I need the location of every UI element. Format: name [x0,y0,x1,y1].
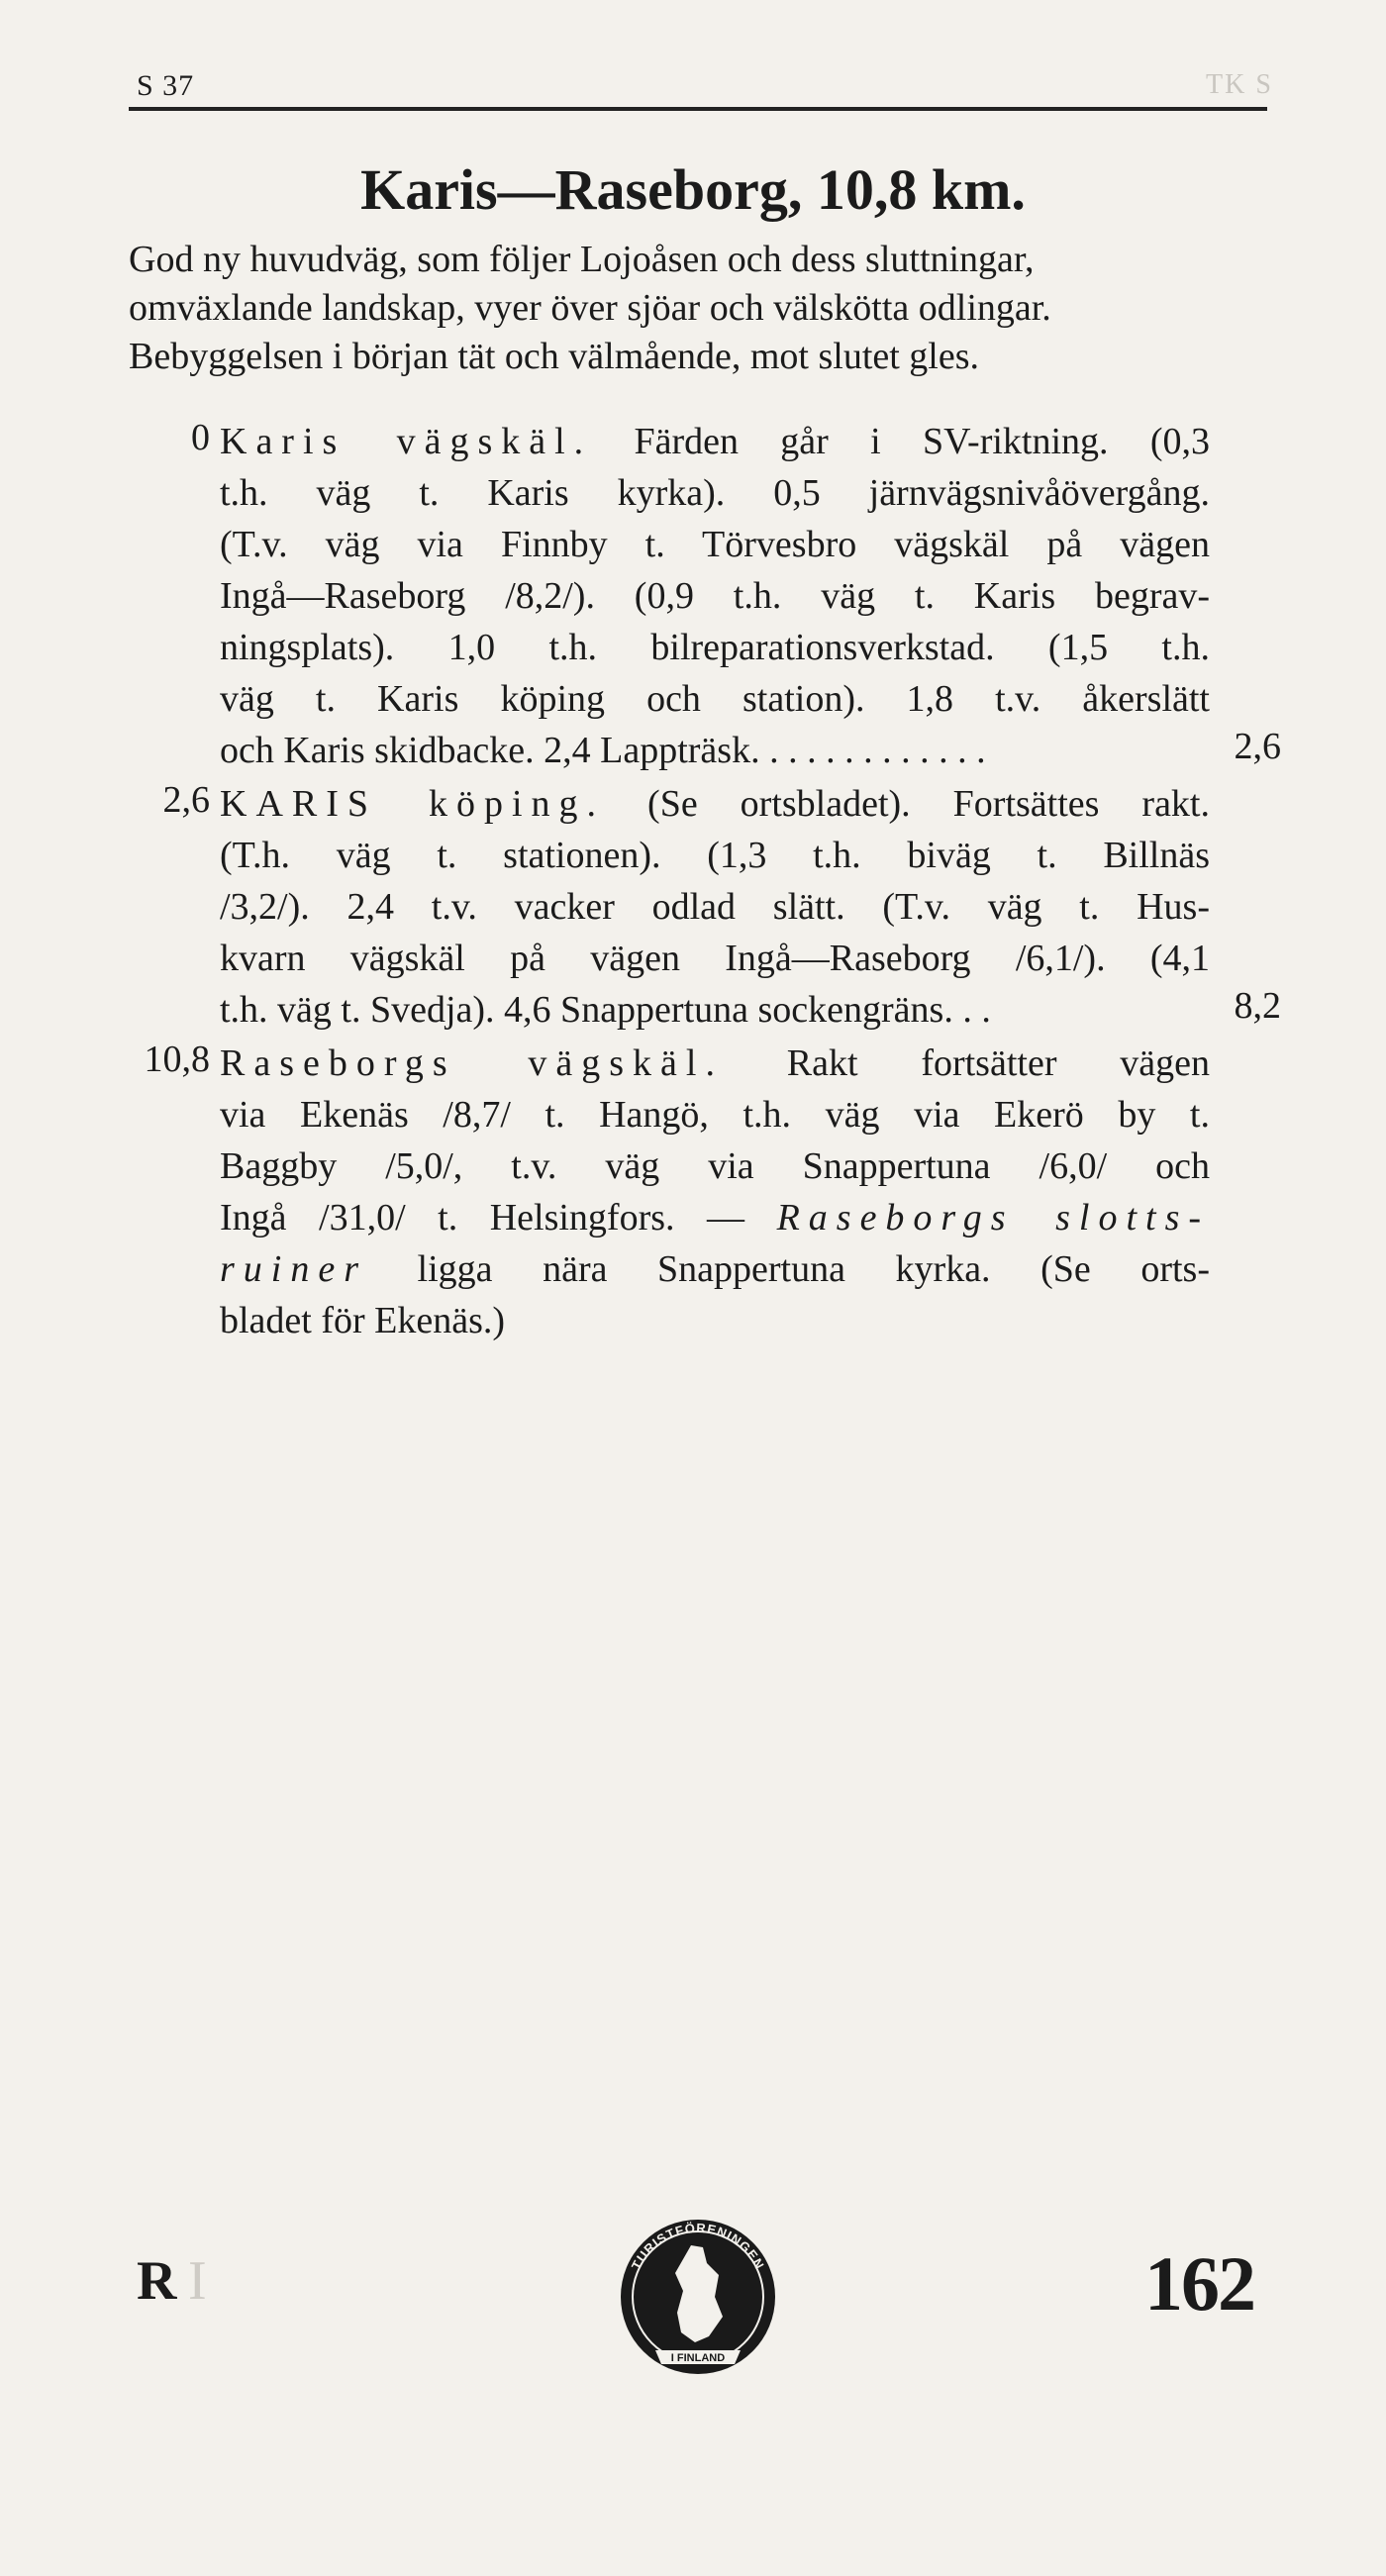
entry-line: ningsplats). 1,0 t.h. bilreparationsverkstad. (1,5 t.h. [220,627,1210,668]
header-rule [129,107,1267,111]
place-name: Raseborgs vägskäl. [220,1042,724,1084]
footer-ghost-mark: I [188,2250,207,2312]
entry-line: Ingå—Raseborg /8,2/). (0,9 t.h. väg t. Karis begrav- [220,575,1210,617]
entry-line: ruiner ligga nära Snappertuna kyrka. (Se orts- [220,1248,1210,1290]
entry-line: (T.v. väg via Finnby t. Törvesbro vägskäl på vägen [220,524,1210,565]
place-name: Karis vägskäl. [220,421,593,462]
intro-line: omväxlande landskap, vyer över sjöar och välskötta odlingar. [129,287,1051,329]
entry-end-km: 8,2 [1234,985,1281,1027]
entry-line: Ingå /31,0/ t. Helsingfors. — Raseborgs slotts- [220,1197,1211,1238]
entry-line: KARIS köping. (Se ortsbladet). Fortsättes rakt. [220,783,1210,825]
entry-line: via Ekenäs /8,7/ t. Hangö, t.h. väg via Ekerö by t. [220,1094,1210,1136]
entry-line: t.h. väg t. Karis kyrka). 0,5 järnvägsnivåövergång. [220,472,1210,514]
section-code: S 37 [137,69,195,102]
entry-line: kvarn vägskäl på vägen Ingå—Raseborg /6,1/). (4,1 [220,938,1210,979]
entry-line: Baggby /5,0/, t.v. väg via Snappertuna /6,0/ och [220,1145,1210,1187]
footer-left-mark: R [137,2250,177,2312]
route-title: Karis—Raseborg, 10,8 km. [360,157,1026,222]
intro-line: God ny huvudväg, som följer Lojoåsen och dess sluttningar, [129,239,1035,280]
entry-line: /3,2/). 2,4 t.v. vacker odlad slätt. (T.v. väg t. Hus- [220,886,1210,928]
place-name-italic: ruiner [220,1248,367,1290]
entry-km: 0 [191,417,210,458]
entry-line: Karis vägskäl. Färden går i SV-riktning. (0,3 [220,421,1210,462]
entry-text [220,778,1210,1036]
entry-line: bladet för Ekenäs.) [220,1300,506,1341]
place-name-italic: Raseborgs slotts- [776,1197,1211,1238]
entry-text [220,1038,1210,1346]
seal-top-text: TURISTFÖRENINGEN [628,2220,768,2273]
entry-line: t.h. väg t. Svedja). 4,6 Snappertuna sockengräns. . . [220,989,991,1031]
entry-km: 10,8 [144,1039,210,1080]
faded-header-mark: TK S [1206,69,1273,100]
entry-line: och Karis skidbacke. 2,4 Lappträsk. . . . . . . . . . . . . [220,730,986,771]
route-intro [129,236,1269,381]
entry-km: 2,6 [162,779,210,821]
entry-line: (T.h. väg t. stationen). (1,3 t.h. biväg t. Billnäs [220,835,1210,876]
place-name: KARIS köping. [220,783,606,825]
tourist-association-seal-icon [612,2206,784,2378]
page-number: 162 [1144,2240,1254,2327]
seal-bottom-text: I FINLAND [670,2352,726,2364]
intro-line: Bebyggelsen i början tät och välmående, mot slutet gles. [129,336,980,377]
entry-line: Raseborgs vägskäl. Rakt fortsätter vägen [220,1042,1210,1084]
entry-text [220,416,1210,776]
entry-end-km: 2,6 [1234,726,1281,767]
entry-line: väg t. Karis köping och station). 1,8 t.v. åkerslätt [220,678,1210,720]
